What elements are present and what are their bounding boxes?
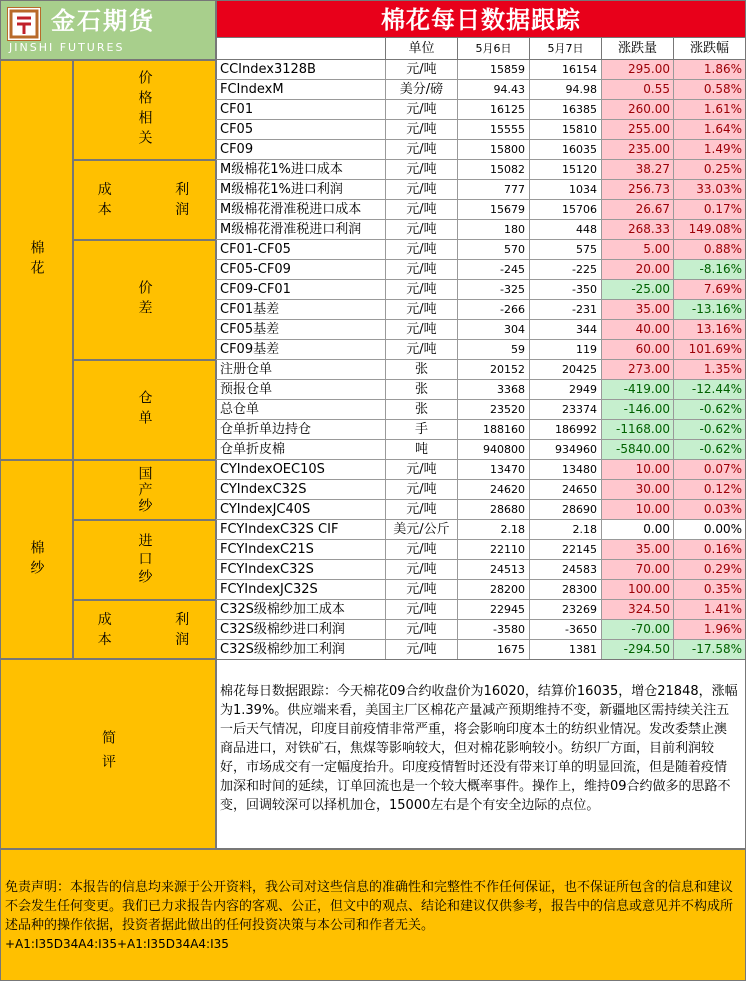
row-change-pct: 7.69%: [674, 280, 746, 299]
row-unit: 元/吨: [386, 220, 458, 239]
disclaimer-text: 免责声明：本报告的信息均来源于公开资料，我公司对这些信息的准确性和完整性不作任何保证，也不保证所包含的信息和建议不会发生任何变更。我们已力求报告内容的客观、公正，但文中的观点、结论和建议仅供参考，报告中的信息或意见并不构成所述品种的操作依据，投资者据此做出的任何投资决策与本公司和作者无关。: [5, 880, 734, 933]
row-value-date-2: -225: [530, 260, 602, 279]
row-change: 260.00: [602, 100, 674, 119]
table-row: [216, 280, 746, 300]
row-unit: 手: [386, 420, 458, 439]
row-change-pct: 1.41%: [674, 600, 746, 619]
row-change-pct: -0.62%: [674, 400, 746, 419]
table-row: [216, 60, 746, 80]
row-change: 0.55: [602, 80, 674, 99]
table-row: [216, 180, 746, 200]
row-change: 100.00: [602, 580, 674, 599]
row-value-date-1: 22945: [458, 600, 530, 619]
row-value-date-2: 934960: [530, 440, 602, 459]
row-change-pct: -0.62%: [674, 420, 746, 439]
row-name: M级棉花1%进口利润: [216, 180, 386, 199]
row-value-date-2: -350: [530, 280, 602, 299]
table-row: [216, 220, 746, 240]
table-row: [216, 640, 746, 660]
header-date-2: 5月7日: [530, 38, 602, 60]
row-value-date-1: 1675: [458, 640, 530, 659]
row-value-date-1: -325: [458, 280, 530, 299]
row-name: CYIndexC32S: [216, 480, 386, 499]
row-value-date-2: 16385: [530, 100, 602, 119]
page-title: 棉花每日数据跟踪: [216, 0, 746, 38]
row-unit: 元/吨: [386, 140, 458, 159]
row-value-date-1: 2.18: [458, 520, 530, 539]
row-change-pct: 0.12%: [674, 480, 746, 499]
row-change-pct: -8.16%: [674, 260, 746, 279]
row-value-date-2: 24583: [530, 560, 602, 579]
row-value-date-1: 304: [458, 320, 530, 339]
row-value-date-1: -266: [458, 300, 530, 319]
row-change: -1168.00: [602, 420, 674, 439]
row-unit: 美分/磅: [386, 80, 458, 99]
row-value-date-1: 13470: [458, 460, 530, 479]
row-name: CF09: [216, 140, 386, 159]
table-row: [216, 320, 746, 340]
table-row: [216, 400, 746, 420]
row-unit: 元/吨: [386, 200, 458, 219]
row-value-date-1: 940800: [458, 440, 530, 459]
row-value-date-1: 3368: [458, 380, 530, 399]
row-value-date-2: 24650: [530, 480, 602, 499]
row-value-date-1: 15679: [458, 200, 530, 219]
disclaimer: [0, 849, 746, 981]
row-value-date-1: 570: [458, 240, 530, 259]
row-change-pct: 1.49%: [674, 140, 746, 159]
row-value-date-2: 28690: [530, 500, 602, 519]
subcat-imported-label: 进口纱: [136, 533, 153, 587]
row-change-pct: 0.25%: [674, 160, 746, 179]
row-change: 60.00: [602, 340, 674, 359]
table-row: [216, 340, 746, 360]
subcat-spread-label: 价差: [136, 280, 153, 320]
row-name: 总仓单: [216, 400, 386, 419]
row-change-pct: 1.35%: [674, 360, 746, 379]
table-row: [216, 500, 746, 520]
table-row: [216, 140, 746, 160]
row-unit: 元/吨: [386, 580, 458, 599]
table-row: [216, 360, 746, 380]
row-change: 0.00: [602, 520, 674, 539]
row-unit: 张: [386, 400, 458, 419]
row-unit: 美元/公斤: [386, 520, 458, 539]
row-name: 预报仓单: [216, 380, 386, 399]
row-value-date-2: 575: [530, 240, 602, 259]
row-value-date-1: 777: [458, 180, 530, 199]
row-unit: 元/吨: [386, 300, 458, 319]
row-change: 30.00: [602, 480, 674, 499]
row-value-date-2: 186992: [530, 420, 602, 439]
subcat-warehouse: [73, 360, 216, 460]
row-change: 5.00: [602, 240, 674, 259]
row-unit: 元/吨: [386, 480, 458, 499]
row-unit: 元/吨: [386, 100, 458, 119]
row-unit: 元/吨: [386, 620, 458, 639]
row-value-date-1: 180: [458, 220, 530, 239]
row-value-date-2: 94.98: [530, 80, 602, 99]
subcat-imported-yarn: [73, 520, 216, 600]
row-change: 324.50: [602, 600, 674, 619]
row-name: C32S级棉纱加工利润: [216, 640, 386, 659]
row-value-date-1: 16125: [458, 100, 530, 119]
row-value-date-1: 20152: [458, 360, 530, 379]
row-value-date-2: 15120: [530, 160, 602, 179]
table-row: [216, 580, 746, 600]
row-unit: 元/吨: [386, 260, 458, 279]
row-unit: 元/吨: [386, 560, 458, 579]
row-value-date-2: 2949: [530, 380, 602, 399]
table-row: [216, 300, 746, 320]
row-value-date-2: -3650: [530, 620, 602, 639]
row-change-pct: 13.16%: [674, 320, 746, 339]
row-change: 10.00: [602, 500, 674, 519]
category-comment: [0, 659, 216, 849]
row-change: -294.50: [602, 640, 674, 659]
row-change: 256.73: [602, 180, 674, 199]
row-change-pct: 1.96%: [674, 620, 746, 639]
row-unit: 元/吨: [386, 120, 458, 139]
row-unit: 张: [386, 380, 458, 399]
row-name: 仓单折单边持仓: [216, 420, 386, 439]
table-row: [216, 420, 746, 440]
row-unit: 元/吨: [386, 60, 458, 79]
row-change: 273.00: [602, 360, 674, 379]
row-change: 295.00: [602, 60, 674, 79]
row-unit: 元/吨: [386, 600, 458, 619]
subcat-warehouse-label: 仓单: [136, 390, 153, 430]
logo-chinese-text: 金石期货: [51, 7, 155, 35]
row-change-pct: 0.35%: [674, 580, 746, 599]
row-unit: 吨: [386, 440, 458, 459]
header-change-pct: 涨跌幅: [674, 38, 746, 60]
row-change: 268.33: [602, 220, 674, 239]
row-name: M级棉花滑准税进口成本: [216, 200, 386, 219]
row-name: CF01基差: [216, 300, 386, 319]
row-value-date-1: -3580: [458, 620, 530, 639]
table-row: [216, 240, 746, 260]
row-value-date-2: 28300: [530, 580, 602, 599]
row-value-date-1: 59: [458, 340, 530, 359]
row-value-date-1: 24513: [458, 560, 530, 579]
row-name: 仓单折皮棉: [216, 440, 386, 459]
row-change: -25.00: [602, 280, 674, 299]
comment-text: 棉花每日数据跟踪：今天棉花09合约收盘价为16020，结算价16035，增仓21848，涨幅为1.39%。供应端来看，美国主厂区棉花产量减产预期维持不变，新疆地区需持续关注五一后天气情况，印度目前疫情非常严重，将会影响印度本土的纺织业情况。发改委禁止澳商品进口，对铁矿石，焦煤等影响较大，但对棉花影响较小。纺织厂方面，目前利润较好，市场成交有一定幅度抬升。印度疫情暂时还没有带来订单的明显回流，但是随着疫情加深和时间的延续，订单回流也是一个较大概率事件。操作上，维持09合约做多的思路不变，回调较深可以择机加仓，15000左右是个有安全边际的点位。: [216, 659, 746, 849]
row-change-pct: -13.16%: [674, 300, 746, 319]
row-unit: 元/吨: [386, 540, 458, 559]
row-change: 255.00: [602, 120, 674, 139]
row-change-pct: 0.17%: [674, 200, 746, 219]
row-change: 35.00: [602, 300, 674, 319]
row-unit: 元/吨: [386, 460, 458, 479]
row-change: 70.00: [602, 560, 674, 579]
row-change: 35.00: [602, 540, 674, 559]
row-value-date-2: 2.18: [530, 520, 602, 539]
company-logo: [0, 0, 216, 60]
row-name: FCIndexM: [216, 80, 386, 99]
row-value-date-1: 24620: [458, 480, 530, 499]
row-name: CF01-CF05: [216, 240, 386, 259]
row-name: CCIndex3128B: [216, 60, 386, 79]
row-change: -146.00: [602, 400, 674, 419]
row-value-date-1: -245: [458, 260, 530, 279]
row-unit: 元/吨: [386, 640, 458, 659]
row-change-pct: 0.29%: [674, 560, 746, 579]
row-value-date-2: 15706: [530, 200, 602, 219]
row-value-date-2: 344: [530, 320, 602, 339]
row-name: FCYIndexC32S CIF: [216, 520, 386, 539]
table-row: [216, 560, 746, 580]
row-value-date-1: 28200: [458, 580, 530, 599]
row-unit: 元/吨: [386, 280, 458, 299]
table-row: [216, 200, 746, 220]
row-unit: 元/吨: [386, 180, 458, 199]
row-name: C32S级棉纱进口利润: [216, 620, 386, 639]
row-value-date-2: -231: [530, 300, 602, 319]
row-unit: 张: [386, 360, 458, 379]
row-value-date-2: 119: [530, 340, 602, 359]
subcat-cost-right: 利润: [175, 182, 190, 218]
row-change-pct: 149.08%: [674, 220, 746, 239]
category-comment-label: 简评: [100, 730, 116, 778]
table-row: [216, 520, 746, 540]
row-name: M级棉花1%进口成本: [216, 160, 386, 179]
row-name: M级棉花滑准税进口利润: [216, 220, 386, 239]
row-change-pct: 101.69%: [674, 340, 746, 359]
row-change-pct: 1.64%: [674, 120, 746, 139]
table-row: [216, 440, 746, 460]
subcat-domestic-label: 国产纱: [136, 466, 153, 514]
row-value-date-1: 22110: [458, 540, 530, 559]
subcat-yarn-cost-left: 成本: [97, 611, 126, 648]
row-name: CF05: [216, 120, 386, 139]
table-row: [216, 480, 746, 500]
row-value-date-2: 20425: [530, 360, 602, 379]
row-name: FCYIndexC21S: [216, 540, 386, 559]
row-value-date-1: 15859: [458, 60, 530, 79]
row-change: 38.27: [602, 160, 674, 179]
row-change: 10.00: [602, 460, 674, 479]
subcat-spread: [73, 240, 216, 360]
row-change: 40.00: [602, 320, 674, 339]
row-change-pct: 0.03%: [674, 500, 746, 519]
row-value-date-2: 22145: [530, 540, 602, 559]
row-name: CYIndexOEC10S: [216, 460, 386, 479]
subcat-yarn-cost-right: 利润: [175, 611, 190, 648]
subcat-price: [73, 60, 216, 160]
row-name: CF05-CF09: [216, 260, 386, 279]
table-row: [216, 80, 746, 100]
row-unit: 元/吨: [386, 320, 458, 339]
category-cotton-label: 棉花: [28, 240, 45, 280]
category-cotton: [0, 60, 73, 460]
category-yarn-label: 棉纱: [28, 539, 45, 580]
row-name: CYIndexJC40S: [216, 500, 386, 519]
row-value-date-1: 23520: [458, 400, 530, 419]
header-unit: 单位: [386, 38, 458, 60]
row-unit: 元/吨: [386, 240, 458, 259]
table-row: [216, 540, 746, 560]
row-value-date-2: 16035: [530, 140, 602, 159]
row-unit: 元/吨: [386, 340, 458, 359]
logo-mark-icon: [7, 7, 41, 41]
row-unit: 元/吨: [386, 160, 458, 179]
row-name: CF09基差: [216, 340, 386, 359]
table-row: [216, 380, 746, 400]
row-change-pct: -0.62%: [674, 440, 746, 459]
header-date-1: 5月6日: [458, 38, 530, 60]
row-name: CF09-CF01: [216, 280, 386, 299]
row-change-pct: -17.58%: [674, 640, 746, 659]
table-row: [216, 600, 746, 620]
table-row: [216, 260, 746, 280]
header-blank: [216, 38, 386, 60]
row-change-pct: -12.44%: [674, 380, 746, 399]
row-change-pct: 0.88%: [674, 240, 746, 259]
row-change-pct: 0.00%: [674, 520, 746, 539]
row-value-date-2: 1034: [530, 180, 602, 199]
row-name: CF01: [216, 100, 386, 119]
table-row: [216, 460, 746, 480]
row-value-date-2: 1381: [530, 640, 602, 659]
header-change: 涨跌量: [602, 38, 674, 60]
table-row: [216, 620, 746, 640]
row-change: 26.67: [602, 200, 674, 219]
row-value-date-1: 15082: [458, 160, 530, 179]
row-name: FCYIndexC32S: [216, 560, 386, 579]
row-value-date-1: 94.43: [458, 80, 530, 99]
row-change: 235.00: [602, 140, 674, 159]
subcat-cost: [73, 160, 216, 240]
row-value-date-1: 15800: [458, 140, 530, 159]
row-value-date-2: 16154: [530, 60, 602, 79]
table-row: [216, 120, 746, 140]
row-value-date-1: 188160: [458, 420, 530, 439]
row-name: C32S级棉纱加工成本: [216, 600, 386, 619]
row-change-pct: 0.16%: [674, 540, 746, 559]
subcat-cost-left: 成本: [97, 182, 126, 218]
row-value-date-2: 23269: [530, 600, 602, 619]
table-row: [216, 100, 746, 120]
row-value-date-2: 13480: [530, 460, 602, 479]
subcat-price-label: 价格相关: [136, 70, 153, 150]
subcat-domestic-yarn: [73, 460, 216, 520]
category-yarn: [0, 460, 73, 659]
row-value-date-2: 23374: [530, 400, 602, 419]
row-name: 注册仓单: [216, 360, 386, 379]
table-row: [216, 160, 746, 180]
row-name: CF05基差: [216, 320, 386, 339]
row-name: FCYIndexJC32S: [216, 580, 386, 599]
row-change: 20.00: [602, 260, 674, 279]
row-change-pct: 33.03%: [674, 180, 746, 199]
row-unit: 元/吨: [386, 500, 458, 519]
row-value-date-1: 28680: [458, 500, 530, 519]
row-change-pct: 1.86%: [674, 60, 746, 79]
formula-text: +A1:I35D34A4:I35+A1:I35D34A4:I35: [5, 937, 229, 951]
row-value-date-2: 448: [530, 220, 602, 239]
row-change: -419.00: [602, 380, 674, 399]
row-change-pct: 0.58%: [674, 80, 746, 99]
row-change: -5840.00: [602, 440, 674, 459]
logo-english-text: JINSHI FUTURES: [9, 41, 125, 54]
row-change: -70.00: [602, 620, 674, 639]
subcat-yarn-cost: [73, 600, 216, 659]
row-change-pct: 1.61%: [674, 100, 746, 119]
row-value-date-2: 15810: [530, 120, 602, 139]
row-value-date-1: 15555: [458, 120, 530, 139]
row-change-pct: 0.07%: [674, 460, 746, 479]
